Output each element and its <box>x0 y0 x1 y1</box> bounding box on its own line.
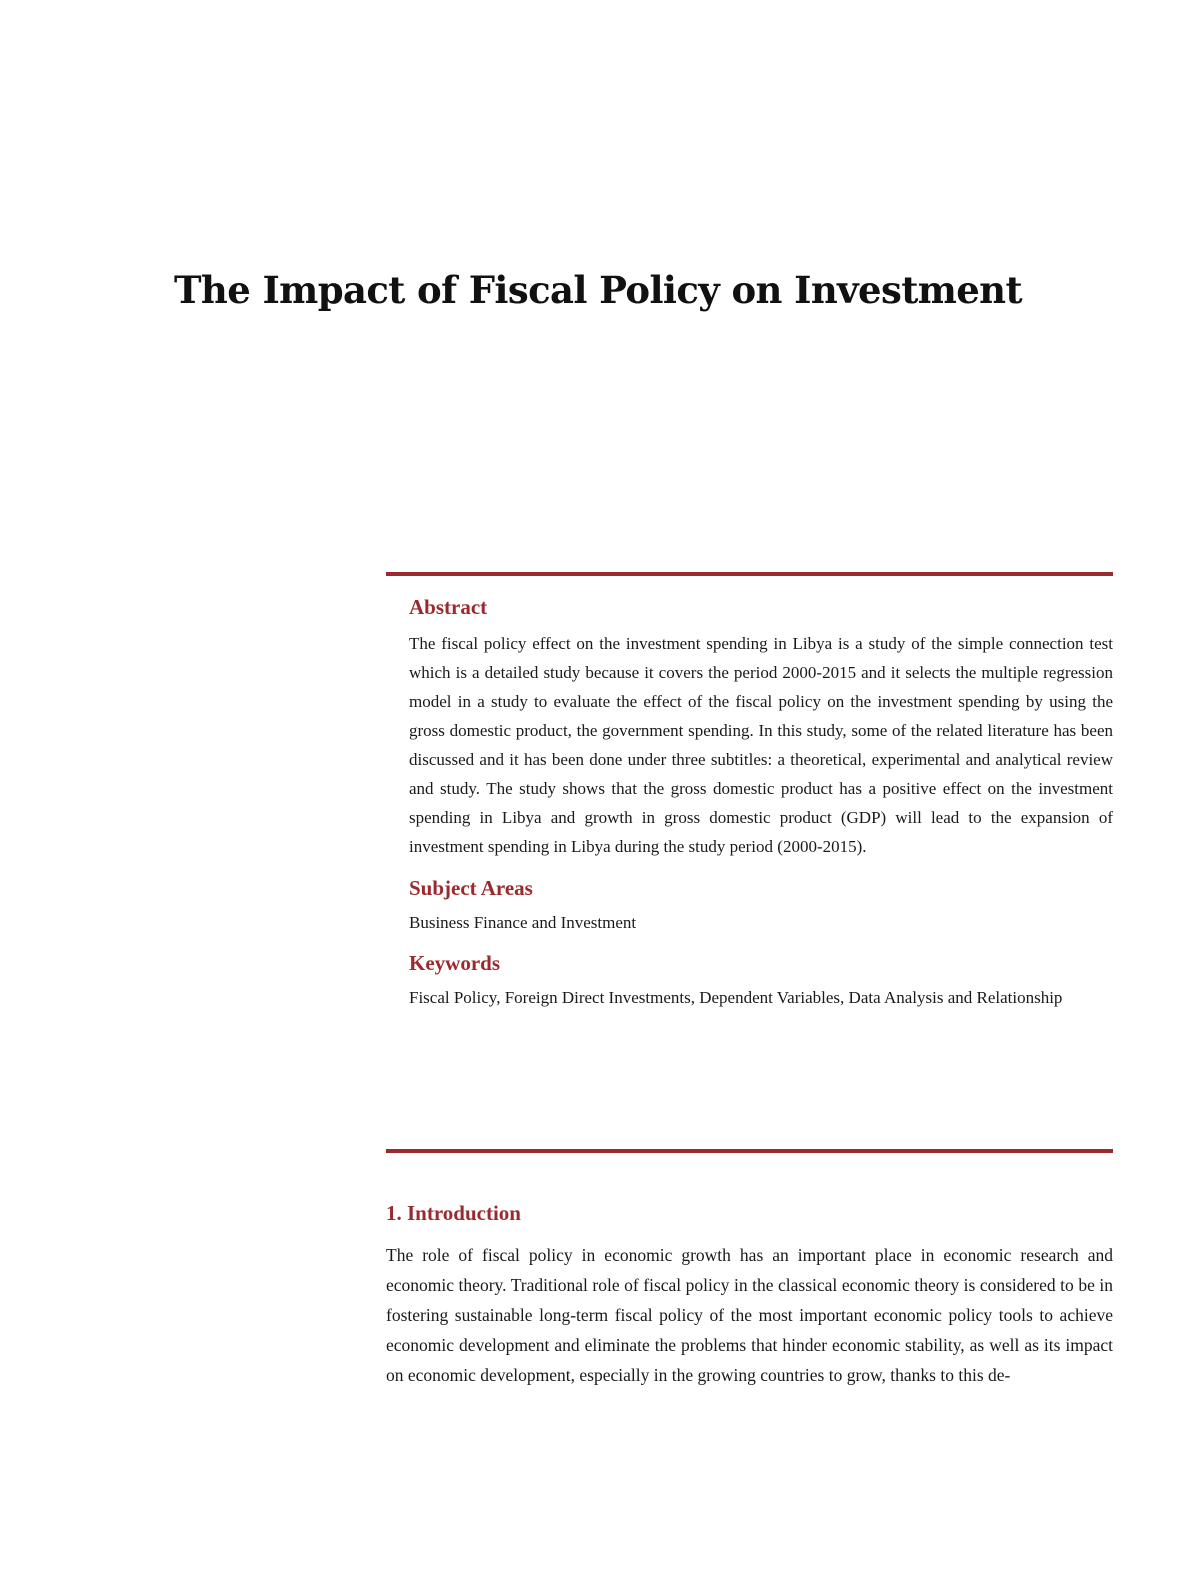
abstract-top-rule <box>386 572 1113 576</box>
subject-areas-text: Business Finance and Investment <box>409 913 637 932</box>
abstract-heading: Abstract <box>409 595 488 619</box>
paper-title: The Impact of Fiscal Policy on Investment <box>174 268 1022 312</box>
introduction-heading: 1. Introduction <box>386 1201 521 1225</box>
abstract-bottom-rule <box>386 1149 1113 1153</box>
keywords-heading: Keywords <box>409 951 500 975</box>
abstract-box <box>409 590 1113 1012</box>
keywords-text: Fiscal Policy, Foreign Direct Investments, Dependent Variables, Data Analysis and Relationship <box>409 988 1063 1007</box>
introduction-section <box>386 1196 1113 1390</box>
abstract-text: The fiscal policy effect on the investment spending in Libya is a study of the simple connection test which is a detailed study because it covers the period 2000-2015 and it selects the multiple regression model in a study to evaluate the effect of the fiscal policy on the investment spending by using the gross domestic product, the government spending. In this study, some of the related literature has been discussed and it has been done under three subtitles: a theoretical, experimental and analytical review and study. The study shows that the gross domestic product has a positive effect on the investment spending in Libya and growth in gross domestic product (GDP) will lead to the expansion of investment spending in Libya during the study period (2000-2015). <box>409 634 1113 856</box>
introduction-text: The role of fiscal policy in economic growth has an important place in economic research and economic theory. Traditional role of fiscal policy in the classical economic theory is considered to be in fostering sustainable long-term fiscal policy of the most important economic policy tools to achieve economic development and eliminate the problems that hinder economic stability, as well as its impact on economic development, especially in the growing countries to grow, thanks to this de- <box>386 1245 1113 1385</box>
subject-areas-heading: Subject Areas <box>409 876 533 900</box>
